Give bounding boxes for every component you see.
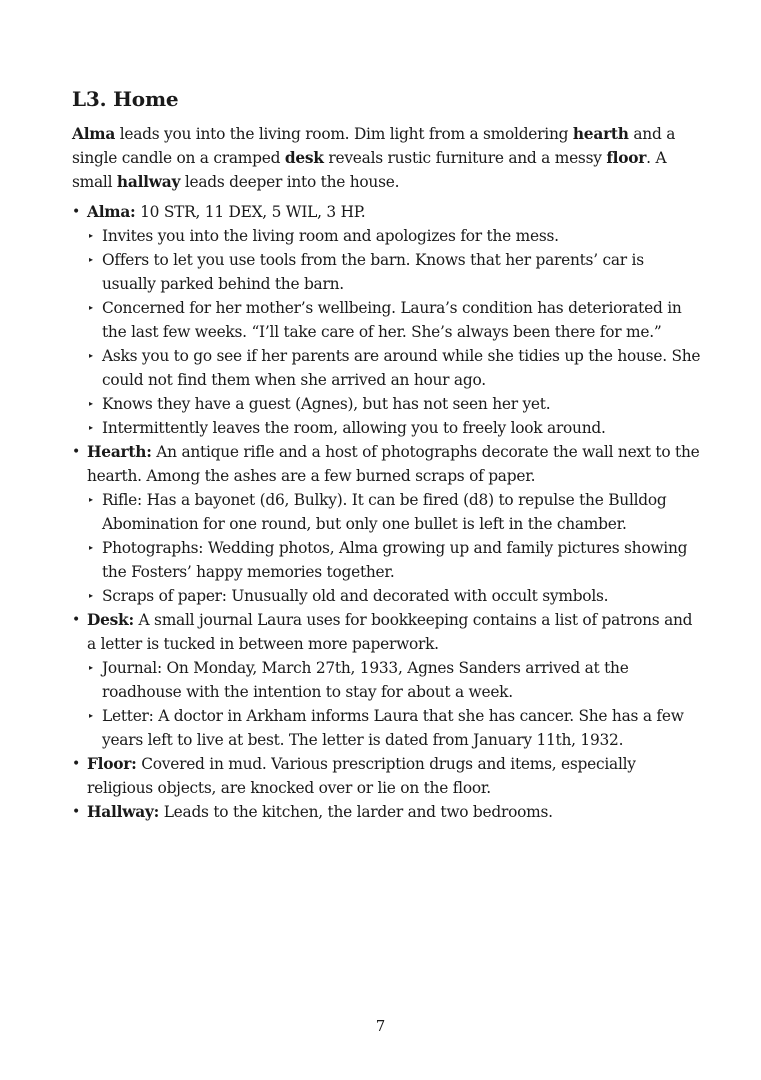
keyword-alma: Alma — [72, 125, 116, 143]
item-text: An antique rifle and a host of photographs decorate the wall next to the hearth. Among the ashes are a few burned scraps of paper. — [87, 443, 700, 485]
item-label: Hearth: — [87, 443, 152, 461]
item-label: Desk: — [87, 611, 134, 629]
sub-item: ▸ Knows they have a guest (Agnes), but has not seen her yet. — [87, 392, 702, 416]
sub-item: ▸ Letter: A doctor in Arkham informs Laura that she has cancer. She has a few years left to live at best. The letter is dated from January 11th, 1932. — [87, 704, 702, 752]
item-text: A small journal Laura uses for bookkeeping contains a list of patrons and a letter is tucked in between more paperwork. — [87, 611, 693, 653]
item-label: Floor: — [87, 755, 137, 773]
location-list — [72, 200, 702, 824]
intro-paragraph: Alma leads you into the living room. Dim light from a smoldering hearth and a single candle on a cramped desk reveals rustic furniture and a messy floor. A small hallway leads deeper into the house. — [72, 125, 676, 191]
sub-list — [87, 656, 702, 752]
sub-list — [87, 224, 702, 440]
keyword-desk: desk — [284, 149, 324, 167]
page-number: 7 — [375, 1017, 386, 1035]
sub-item: ▸ Asks you to go see if her parents are around while she tidies up the house. She could not find them when she arrived an hour ago. — [87, 344, 702, 392]
item-text: 10 STR, 11 DEX, 5 WIL, 3 HP. — [135, 203, 366, 221]
sub-list — [87, 488, 702, 608]
item-text: Covered in mud. Various prescription drugs and items, especially religious objects, are knocked over or lie on the floor. — [87, 755, 636, 797]
list-item-hearth — [72, 440, 702, 608]
sub-item: ▸ Scraps of paper: Unusually old and decorated with occult symbols. — [87, 584, 702, 608]
item-label: Hallway: — [87, 803, 160, 821]
section-heading: L3. Home — [72, 87, 179, 111]
keyword-hearth: hearth — [572, 125, 629, 143]
page-content — [72, 84, 702, 824]
keyword-hallway: hallway — [116, 173, 181, 191]
keyword-floor: floor — [606, 149, 647, 167]
list-item-hallway — [72, 800, 702, 824]
sub-item: ▸ Invites you into the living room and apologizes for the mess. — [87, 224, 702, 248]
sub-item: ▸ Offers to let you use tools from the barn. Knows that her parents’ car is usually parked behind the barn. — [87, 248, 702, 296]
list-item-desk — [72, 608, 702, 752]
sub-item: ▸ Intermittently leaves the room, allowing you to freely look around. — [87, 416, 702, 440]
list-item-floor — [72, 752, 702, 800]
sub-item: ▸ Journal: On Monday, March 27th, 1933, Agnes Sanders arrived at the roadhouse with the intention to stay for about a week. — [87, 656, 702, 704]
item-text: Leads to the kitchen, the larder and two bedrooms. — [159, 803, 553, 821]
list-item-alma — [72, 200, 702, 440]
item-label: Alma: — [87, 203, 136, 221]
sub-item: ▸ Photographs: Wedding photos, Alma growing up and family pictures showing the Fosters’ happy memories together. — [87, 536, 702, 584]
sub-item: ▸ Rifle: Has a bayonet (d6, Bulky). It can be fired (d8) to repulse the Bulldog Abomination for one round, but only one bullet is left in the chamber. — [87, 488, 702, 536]
sub-item: ▸ Concerned for her mother’s wellbeing. Laura’s condition has deteriorated in the last few weeks. “I’ll take care of her. She’s always been there for me.” — [87, 296, 702, 344]
